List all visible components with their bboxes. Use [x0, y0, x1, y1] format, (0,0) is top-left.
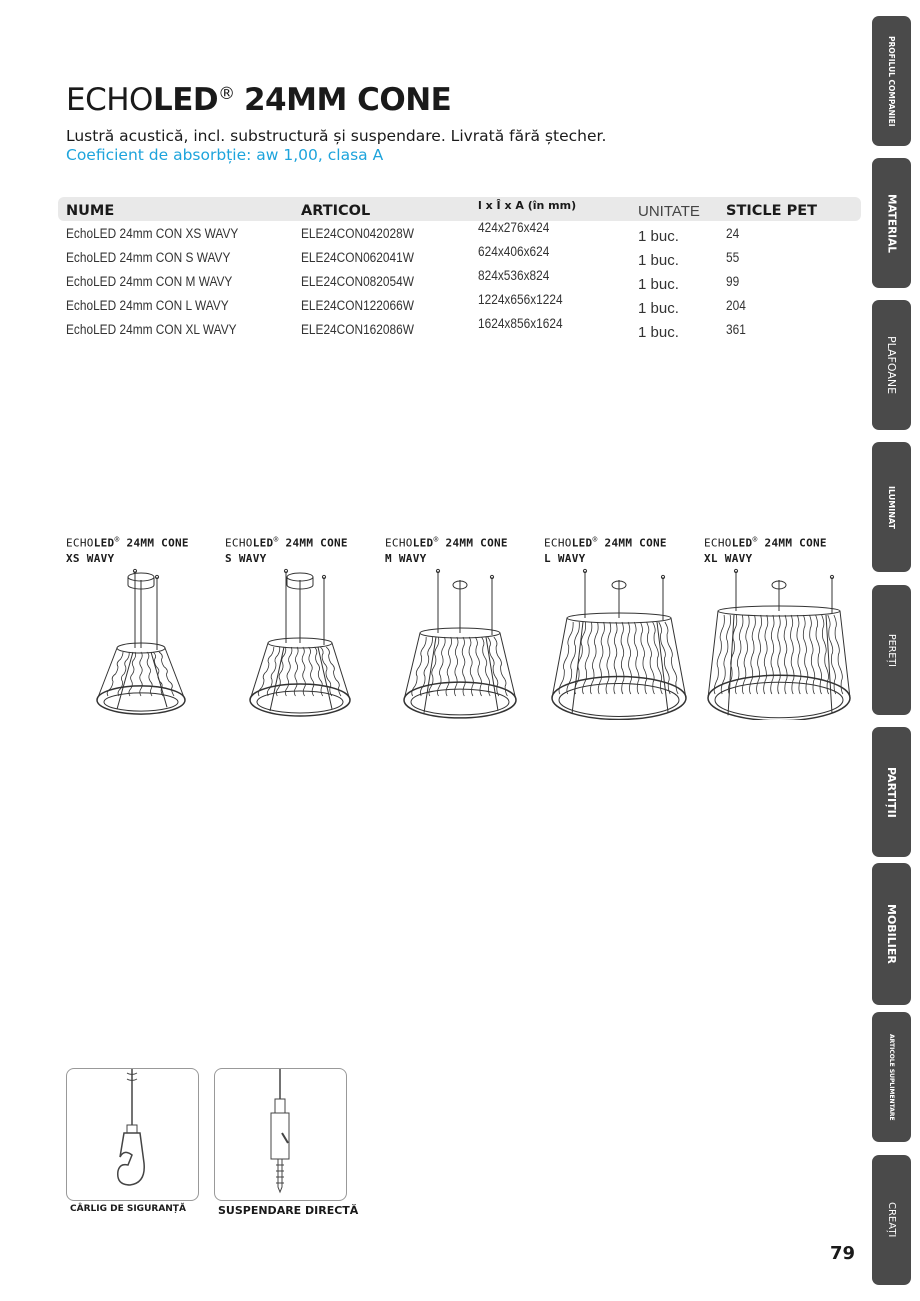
header-unit: UNITATE	[638, 203, 700, 220]
product-caption	[385, 532, 508, 566]
title-bold: LED	[152, 82, 219, 118]
cell-dimensions: 824x536x824	[478, 268, 550, 283]
side-tab-label: PROFILUL COMPANIEI	[887, 35, 896, 127]
caption-size: XS WAVY	[66, 551, 115, 565]
cell-article: ELE24CON082054W	[301, 274, 414, 289]
side-tab-label: PLAFOANE	[885, 335, 898, 395]
side-tab-label: PEREȚI	[886, 633, 897, 667]
caption-light: ECHO	[225, 536, 253, 550]
caption-light: ECHO	[385, 536, 413, 550]
caption-model: 24MM CONE	[604, 536, 667, 550]
caption-model: 24MM CONE	[445, 536, 508, 550]
direct-suspension-image	[214, 1068, 347, 1201]
header-article: ARTICOL	[301, 203, 371, 219]
caption-bold: LED	[252, 536, 274, 550]
caption-reg: ®	[114, 535, 120, 544]
caption-light: ECHO	[66, 536, 94, 550]
cell-pet-bottles: 204	[726, 298, 746, 313]
product-caption	[704, 532, 827, 566]
safety-hook-label: CÂRLIG DE SIGURANȚĂ	[70, 1204, 186, 1214]
pendant-lamp-drawing	[704, 565, 854, 724]
cell-unit: 1 buc.	[638, 252, 679, 269]
pendant-lamp-icon	[385, 565, 535, 720]
caption-reg: ®	[273, 535, 279, 544]
cell-name: EchoLED 24mm CON S WAVY	[66, 250, 231, 265]
side-tab-label: ARTICOLE SUPLIMENTARE	[888, 1033, 895, 1121]
side-tab-label: MATERIAL	[885, 193, 898, 253]
pendant-lamp-icon	[704, 565, 854, 720]
title-light: ECHO	[66, 82, 153, 118]
side-tab-6[interactable]	[872, 863, 911, 1005]
product-caption	[66, 532, 189, 566]
direct-suspension-icon	[215, 1069, 346, 1200]
caption-size: L WAVY	[544, 551, 586, 565]
caption-size: S WAVY	[225, 551, 267, 565]
cell-pet-bottles: 361	[726, 322, 746, 337]
side-tab-8[interactable]	[872, 1155, 911, 1285]
side-tab-5[interactable]	[872, 727, 911, 857]
caption-bold: LED	[731, 536, 753, 550]
cell-unit: 1 buc.	[638, 300, 679, 317]
caption-light: ECHO	[704, 536, 732, 550]
cell-unit: 1 buc.	[638, 324, 679, 341]
caption-reg: ®	[433, 535, 439, 544]
side-tab-label: PARTIȚII	[885, 766, 898, 818]
side-tab-label: ILUMINAT	[887, 485, 896, 529]
caption-size: XL WAVY	[704, 551, 753, 565]
pendant-lamp-drawing	[385, 565, 535, 724]
cell-name: EchoLED 24mm CON L WAVY	[66, 298, 229, 313]
side-tab-3[interactable]	[872, 442, 911, 572]
caption-model: 24MM CONE	[764, 536, 827, 550]
cell-dimensions: 424x276x424	[478, 220, 550, 235]
cell-article: ELE24CON062041W	[301, 250, 414, 265]
cell-article: ELE24CON122066W	[301, 298, 414, 313]
page-number: 79	[830, 1243, 856, 1264]
side-tab-2[interactable]	[872, 300, 911, 430]
caption-reg: ®	[592, 535, 598, 544]
product-caption	[225, 532, 348, 566]
cell-pet-bottles: 55	[726, 250, 740, 265]
side-tab-4[interactable]	[872, 585, 911, 715]
caption-reg: ®	[752, 535, 758, 544]
title-rest: 24MM CONE	[243, 82, 452, 118]
pendant-lamp-icon	[225, 565, 375, 720]
direct-suspension-label: SUSPENDARE DIRECTĂ	[218, 1204, 359, 1217]
caption-bold: LED	[571, 536, 593, 550]
pendant-lamp-icon	[66, 565, 216, 720]
cell-pet-bottles: 24	[726, 226, 740, 241]
pendant-lamp-icon	[544, 565, 694, 720]
caption-bold: LED	[93, 536, 115, 550]
cell-unit: 1 buc.	[638, 228, 679, 245]
cell-pet-bottles: 99	[726, 274, 740, 289]
side-tab-label: CREAȚI	[886, 1202, 897, 1238]
side-tab-1[interactable]	[872, 158, 911, 288]
side-tab-label: MOBILIER	[885, 904, 898, 964]
cell-dimensions: 1224x656x1224	[478, 292, 563, 307]
cell-name: EchoLED 24mm CON XL WAVY	[66, 322, 237, 337]
absorption-coefficient: Coeficient de absorbție: aw 1,00, clasa A	[66, 146, 384, 164]
cell-unit: 1 buc.	[638, 276, 679, 293]
cell-dimensions: 1624x856x1624	[478, 316, 563, 331]
side-tab-0[interactable]	[872, 16, 911, 146]
caption-model: 24MM CONE	[285, 536, 348, 550]
cell-article: ELE24CON162086W	[301, 322, 414, 337]
caption-size: M WAVY	[385, 551, 427, 565]
pendant-lamp-drawing	[225, 565, 375, 724]
cell-article: ELE24CON042028W	[301, 226, 414, 241]
safety-hook-image	[66, 1068, 199, 1201]
cell-name: EchoLED 24mm CON M WAVY	[66, 274, 233, 289]
header-dimensions: l x Î x A (în mm)	[478, 199, 577, 212]
pendant-lamp-drawing	[66, 565, 216, 724]
cell-dimensions: 624x406x624	[478, 244, 550, 259]
caption-bold: LED	[412, 536, 434, 550]
header-pet-bottles: STICLE PET	[726, 203, 817, 219]
registered-mark: ®	[218, 84, 235, 104]
safety-hook-icon	[67, 1069, 198, 1200]
product-description: Lustră acustică, incl. substructură și suspendare. Livrată fără ștecher.	[66, 127, 607, 145]
pendant-lamp-drawing	[544, 565, 694, 724]
caption-light: ECHO	[544, 536, 572, 550]
cell-name: EchoLED 24mm CON XS WAVY	[66, 226, 239, 241]
product-caption	[544, 532, 667, 566]
side-tab-7[interactable]	[872, 1012, 911, 1142]
header-name: NUME	[66, 203, 115, 219]
caption-model: 24MM CONE	[126, 536, 189, 550]
page-title	[66, 82, 451, 118]
